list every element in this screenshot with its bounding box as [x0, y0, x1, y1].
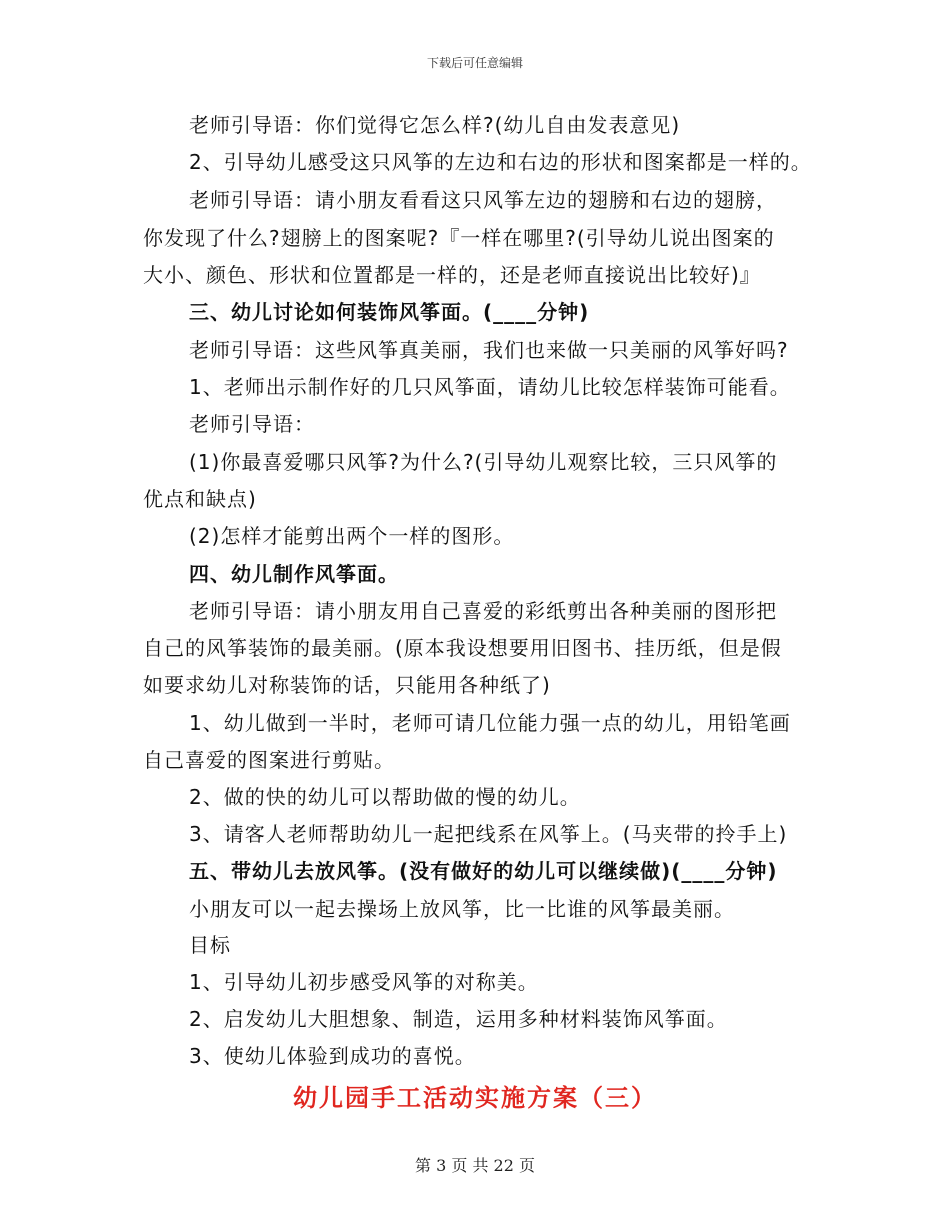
paragraph-line: 老师引导语：请小朋友看看这只风筝左边的翅膀和右边的翅膀，	[189, 188, 777, 212]
paragraph-line: 老师引导语：	[189, 412, 315, 436]
paragraph-line: 2、做的快的幼儿可以帮助做的慢的幼儿。	[189, 785, 581, 809]
paragraph-line: 3、请客人老师帮助幼儿一起把线系在风筝上。(马夹带的拎手上)	[189, 822, 788, 846]
paragraph-line: 老师引导语：你们觉得它怎么样?(幼儿自由发表意见)	[189, 113, 681, 137]
page-number: 第 3 页 共 22 页	[415, 1156, 535, 1175]
paragraph-line: (1)你最喜爱哪只风筝?为什么?(引导幼儿观察比较，三只风筝的	[189, 450, 778, 474]
paragraph-line: 3、使幼儿体验到成功的喜悦。	[189, 1044, 476, 1068]
page-header: 下载后可任意编辑	[426, 56, 523, 70]
paragraph-line: (2)怎样才能剪出两个一样的图形。	[189, 524, 515, 548]
paragraph-line: 1、引导幼儿初步感受风筝的对称美。	[189, 970, 539, 994]
paragraph-line: 2、启发幼儿大胆想象、制造，运用多种材料装饰风筝面。	[189, 1007, 728, 1031]
section-heading: 三、幼儿讨论如何装饰风筝面。(____分钟)	[189, 300, 590, 324]
section-heading: 四、幼儿制作风筝面。	[189, 562, 399, 586]
paragraph-line: 老师引导语：请小朋友用自己喜爱的彩纸剪出各种美丽的图形把	[189, 599, 777, 623]
paragraph-line: 如要求幼儿对称装饰的话，只能用各种纸了)	[143, 673, 551, 697]
paragraph-line: 自己喜爱的图案进行剪贴。	[143, 748, 395, 772]
paragraph-line: 老师引导语：这些风筝真美丽，我们也来做一只美丽的风筝好吗?	[189, 338, 789, 362]
paragraph-line: 大小、颜色、形状和位置都是一样的，还是老师直接说出比较好)』	[143, 263, 761, 287]
section-title: 幼儿园手工活动实施方案（三）	[293, 1084, 657, 1112]
paragraph-line: 1、幼儿做到一半时，老师可请几位能力强一点的幼儿，用铅笔画	[189, 711, 791, 735]
paragraph-line: 你发现了什么?翅膀上的图案呢?『一样在哪里?(引导幼儿说出图案的	[143, 226, 775, 250]
paragraph-line: 自己的风筝装饰的最美丽。(原本我设想要用旧图书、挂历纸，但是假	[143, 636, 782, 660]
paragraph-line: 2、引导幼儿感受这只风筝的左边和右边的形状和图案都是一样的。	[189, 150, 812, 174]
section-heading: 五、带幼儿去放风筝。(没有做好的幼儿可以继续做)(____分钟)	[189, 859, 778, 883]
paragraph-line: 1、老师出示制作好的几只风筝面，请幼儿比较怎样装饰可能看。	[189, 375, 791, 399]
paragraph-line: 小朋友可以一起去操场上放风筝，比一比谁的风筝最美丽。	[189, 897, 735, 921]
paragraph-line: 目标	[189, 933, 231, 957]
paragraph-line: 优点和缺点)	[143, 487, 257, 511]
